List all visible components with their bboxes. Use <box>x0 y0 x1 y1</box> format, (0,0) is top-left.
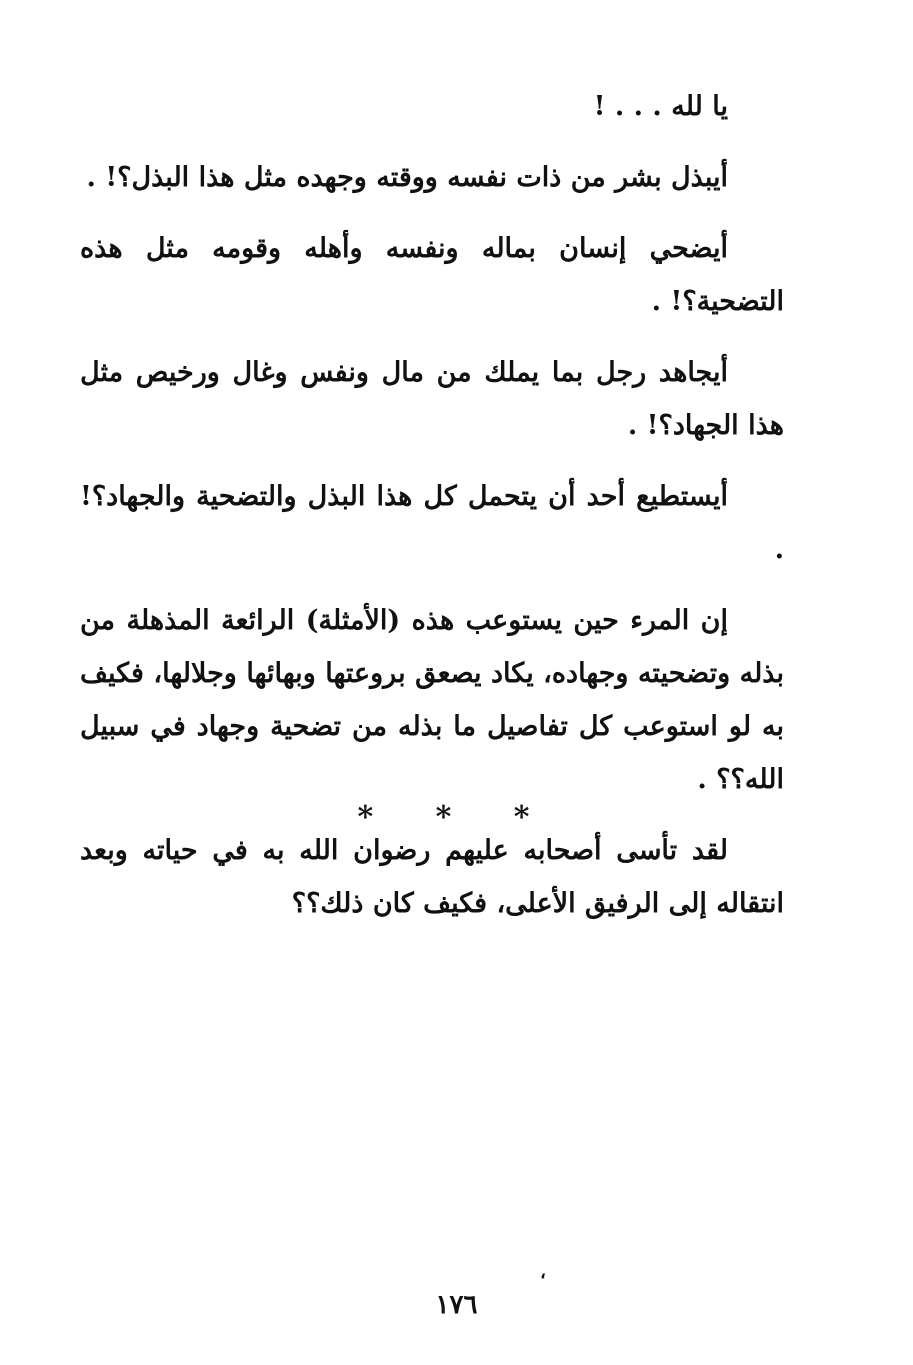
paragraph: يا لله . . . ! <box>593 91 728 122</box>
paragraph: لقد تأسى أصحابه عليهم رضوان الله به في حياته وبعد انتقاله إلى الرفيق الأعلى، فكيف كان ذلك؟؟ <box>80 835 784 919</box>
paragraph: أيستطيع أحد أن يتحمل كل هذا البذل والتضحية والجهاد؟! . <box>80 481 784 565</box>
paragraph: أيضحي إنسان بماله ونفسه وأهله وقومه مثل هذه التضحية؟! . <box>80 233 784 317</box>
page-number: ١٧٦ <box>435 1290 478 1320</box>
paragraph: أيجاهد رجل بما يملك من مال ونفس وغال ورخيص مثل هذا الجهاد؟! . <box>80 357 784 441</box>
stray-punctuation-mark: ، <box>540 1262 546 1283</box>
paragraph: أيبذل بشر من ذات نفسه ووقته وجهده مثل هذا البذل؟! . <box>86 162 728 193</box>
section-separator: * * * <box>357 800 556 835</box>
paragraph: إن المرء حين يستوعب هذه (الأمثلة) الرائعة المذهلة من بذله وتضحيته وجهاده، يكاد يصعق بروعتها وبهائها وجلالها، فكيف به لو استوعب كل تفاصيل ما بذله من تضحية وجهاد في سبيل الله؟؟ . <box>80 605 784 795</box>
